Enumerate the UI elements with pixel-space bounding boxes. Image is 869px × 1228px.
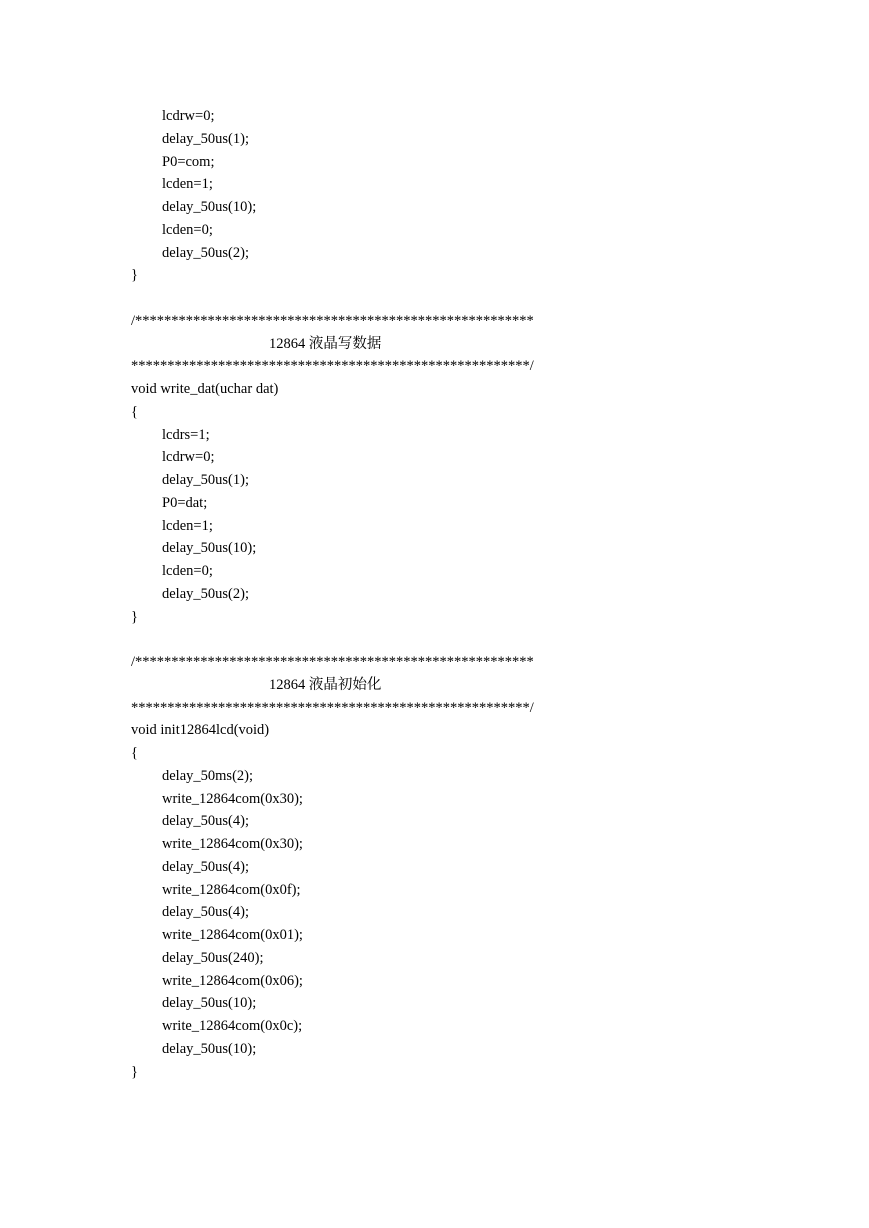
code-line: delay_50us(4); bbox=[162, 858, 249, 875]
blank-line bbox=[131, 628, 771, 651]
code-line: delay_50us(10); bbox=[162, 995, 257, 1012]
code-line: write_12864com(0x30); bbox=[162, 790, 303, 807]
code-line: write_12864com(0x0c); bbox=[162, 1018, 303, 1034]
code-line: write_12864com(0x30); bbox=[162, 836, 303, 852]
function-write-dat bbox=[131, 310, 771, 629]
function-init-lcd bbox=[131, 651, 771, 1083]
code-line: delay_50us(4); bbox=[162, 813, 249, 830]
code-line: delay_50us(10); bbox=[162, 540, 257, 557]
function-signature: void write_dat(uchar dat) bbox=[131, 381, 279, 397]
comment-banner-start: /******************************************************* bbox=[131, 312, 534, 329]
code-line: P0=dat; bbox=[162, 494, 208, 511]
close-brace: } bbox=[131, 267, 138, 284]
code-line: P0=com; bbox=[162, 153, 215, 170]
code-line: delay_50us(1); bbox=[162, 130, 249, 147]
comment-banner-end: *******************************************************/ bbox=[131, 358, 534, 375]
code-line: lcdrs=1; bbox=[162, 426, 210, 443]
code-line: delay_50us(4); bbox=[162, 904, 249, 921]
code-line: lcdrw=0; bbox=[162, 449, 215, 466]
code-line: delay_50ms(2); bbox=[162, 767, 254, 784]
section-title: 12864 液晶写数据 bbox=[269, 335, 382, 352]
code-line: lcden=1; bbox=[162, 176, 213, 193]
open-brace: { bbox=[131, 745, 138, 761]
code-line: delay_50us(1); bbox=[162, 472, 249, 488]
code-line: lcden=0; bbox=[162, 563, 213, 579]
comment-banner-end: *******************************************************/ bbox=[131, 699, 534, 716]
code-line: write_12864com(0x01); bbox=[162, 927, 303, 943]
code-line: write_12864com(0x06); bbox=[162, 972, 303, 989]
code-listing bbox=[131, 105, 771, 1083]
code-line: lcden=1; bbox=[162, 517, 213, 534]
code-line: delay_50us(240); bbox=[162, 949, 264, 966]
function-signature: void init12864lcd(void) bbox=[131, 722, 270, 739]
code-line: delay_50us(10); bbox=[162, 1040, 257, 1057]
close-brace: } bbox=[131, 608, 138, 625]
code-line: delay_50us(2); bbox=[162, 585, 249, 602]
code-line: delay_50us(10); bbox=[162, 199, 257, 215]
blank-line bbox=[131, 287, 771, 310]
code-line: write_12864com(0x0f); bbox=[162, 881, 301, 898]
code-line: lcden=0; bbox=[162, 221, 213, 238]
close-brace: } bbox=[131, 1063, 138, 1080]
comment-banner-start: /******************************************************* bbox=[131, 654, 534, 670]
code-line: lcdrw=0; bbox=[162, 108, 215, 124]
code-line: delay_50us(2); bbox=[162, 244, 249, 261]
section-title: 12864 液晶初始化 bbox=[269, 676, 382, 693]
function-tail-write-com bbox=[131, 105, 771, 287]
open-brace: { bbox=[131, 403, 138, 420]
